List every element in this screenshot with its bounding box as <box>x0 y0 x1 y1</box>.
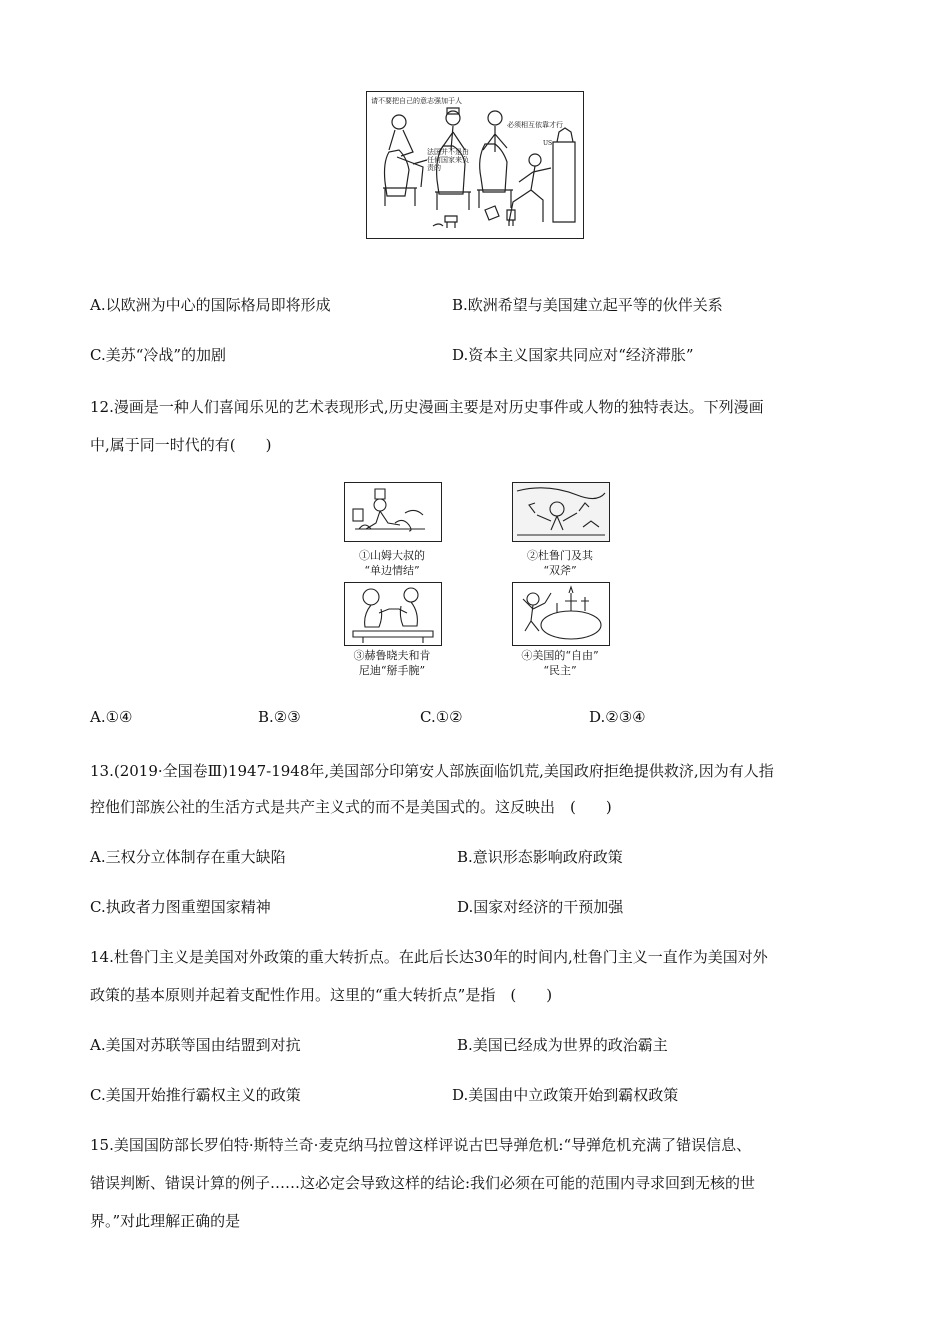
q12-option-d[interactable]: D.②③④ <box>589 708 646 726</box>
q14-option-a[interactable]: A.美国对苏联等国由结盟到对抗 <box>90 1036 301 1054</box>
q11-cartoon-bubble-1: 请不要把自己的意志强加于人 <box>371 97 462 105</box>
q14-option-c[interactable]: C.美国开始推行霸权主义的政策 <box>90 1086 301 1104</box>
q11-option-b[interactable]: B.欧洲希望与美国建立起平等的伙伴关系 <box>452 296 723 314</box>
q13-stem-line-2: 控他们部族公社的生活方式是共产主义式的而不是美国式的。这反映出 ( ) <box>90 798 612 816</box>
q12-cartoon-2-caption-line-2: “双斧” <box>543 564 577 577</box>
q15-stem-line-2: 错误判断、错误计算的例子……这必定会导致这样的结论:我们必须在可能的范围内寻求回到无核的世 <box>90 1174 756 1192</box>
q11-option-c[interactable]: C.美苏“冷战”的加剧 <box>90 346 227 364</box>
q12-cartoon-1-caption-line-2: “单边情结” <box>364 564 420 577</box>
q11-option-d[interactable]: D.资本主义国家共同应对“经济滞胀” <box>452 346 694 364</box>
q12-cartoon-2-caption-line-1: ②杜鲁门及其 <box>527 549 593 562</box>
q12-option-c[interactable]: C.①② <box>420 708 463 726</box>
q11-cartoon-bubble-2: 必须相互依靠才行 <box>507 121 563 129</box>
q13-option-d[interactable]: D.国家对经济的干预加强 <box>457 898 624 916</box>
q15-stem-line-1: 15.美国国防部长罗伯特·斯特兰奇·麦克纳马拉曾这样评说古巴导弹危机:“导弹危机充满了错误信息、 <box>90 1136 752 1154</box>
q11-cartoon-bubble-3: 法国并不是由任何国家来负责的 <box>427 148 469 172</box>
q13-option-a[interactable]: A.三权分立体制存在重大缺陷 <box>90 848 286 866</box>
q12-option-b[interactable]: B.②③ <box>258 708 301 726</box>
q14-option-b[interactable]: B.美国已经成为世界的政治霸主 <box>457 1036 668 1054</box>
q12-cartoon-3 <box>344 582 442 646</box>
q12-cartoon-1-caption-line-1: ①山姆大叔的 <box>359 549 425 562</box>
q15-stem-line-3: 界。”对此理解正确的是 <box>90 1212 241 1230</box>
q12-cartoon-4-drawing <box>513 583 609 645</box>
q12-option-a[interactable]: A.①④ <box>90 708 133 726</box>
q14-stem-line-1: 14.杜鲁门主义是美国对外政策的重大转折点。在此后长达30年的时间内,杜鲁门主义一直作为美国对外 <box>90 948 768 966</box>
q12-cartoon-4-caption-line-1: ④美国的“自由” <box>521 649 599 662</box>
q13-option-c[interactable]: C.执政者力图重塑国家精神 <box>90 898 271 916</box>
q12-cartoon-1 <box>344 482 442 542</box>
q12-stem-line-1: 12.漫画是一种人们喜闻乐见的艺术表现形式,历史漫画主要是对历史事件或人物的独特表达。下列漫画 <box>90 398 764 416</box>
q11-cartoon-us-label: US <box>543 140 553 147</box>
q14-option-d[interactable]: D.美国由中立政策开始到霸权政策 <box>452 1086 679 1104</box>
q13-option-b[interactable]: B.意识形态影响政府政策 <box>457 848 623 866</box>
q12-cartoon-2 <box>512 482 610 542</box>
q12-cartoon-1-drawing <box>345 483 441 541</box>
q11-option-a[interactable]: A.以欧洲为中心的国际格局即将形成 <box>90 296 331 314</box>
q12-cartoon-4-caption-line-2: “民主” <box>543 664 577 677</box>
q12-cartoon-3-drawing <box>345 583 441 645</box>
q12-cartoon-2-drawing <box>513 483 609 541</box>
q13-stem-line-1: 13.(2019·全国卷Ⅲ)1947-1948年,美国部分印第安人部族面临饥荒,美国政府拒绝提供救济,因为有人指 <box>90 762 774 780</box>
q11-cartoon-drawing <box>367 92 583 238</box>
q11-cartoon <box>366 91 584 239</box>
q12-cartoon-4 <box>512 582 610 646</box>
q14-stem-line-2: 政策的基本原则并起着支配性作用。这里的“重大转折点”是指 ( ) <box>90 986 553 1004</box>
q12-cartoon-3-caption-line-1: ③赫鲁晓夫和肯 <box>353 649 431 662</box>
q12-stem-line-2: 中,属于同一时代的有( ) <box>90 436 272 454</box>
q12-cartoon-3-caption-line-2: 尼迪“掰手腕” <box>358 664 426 677</box>
